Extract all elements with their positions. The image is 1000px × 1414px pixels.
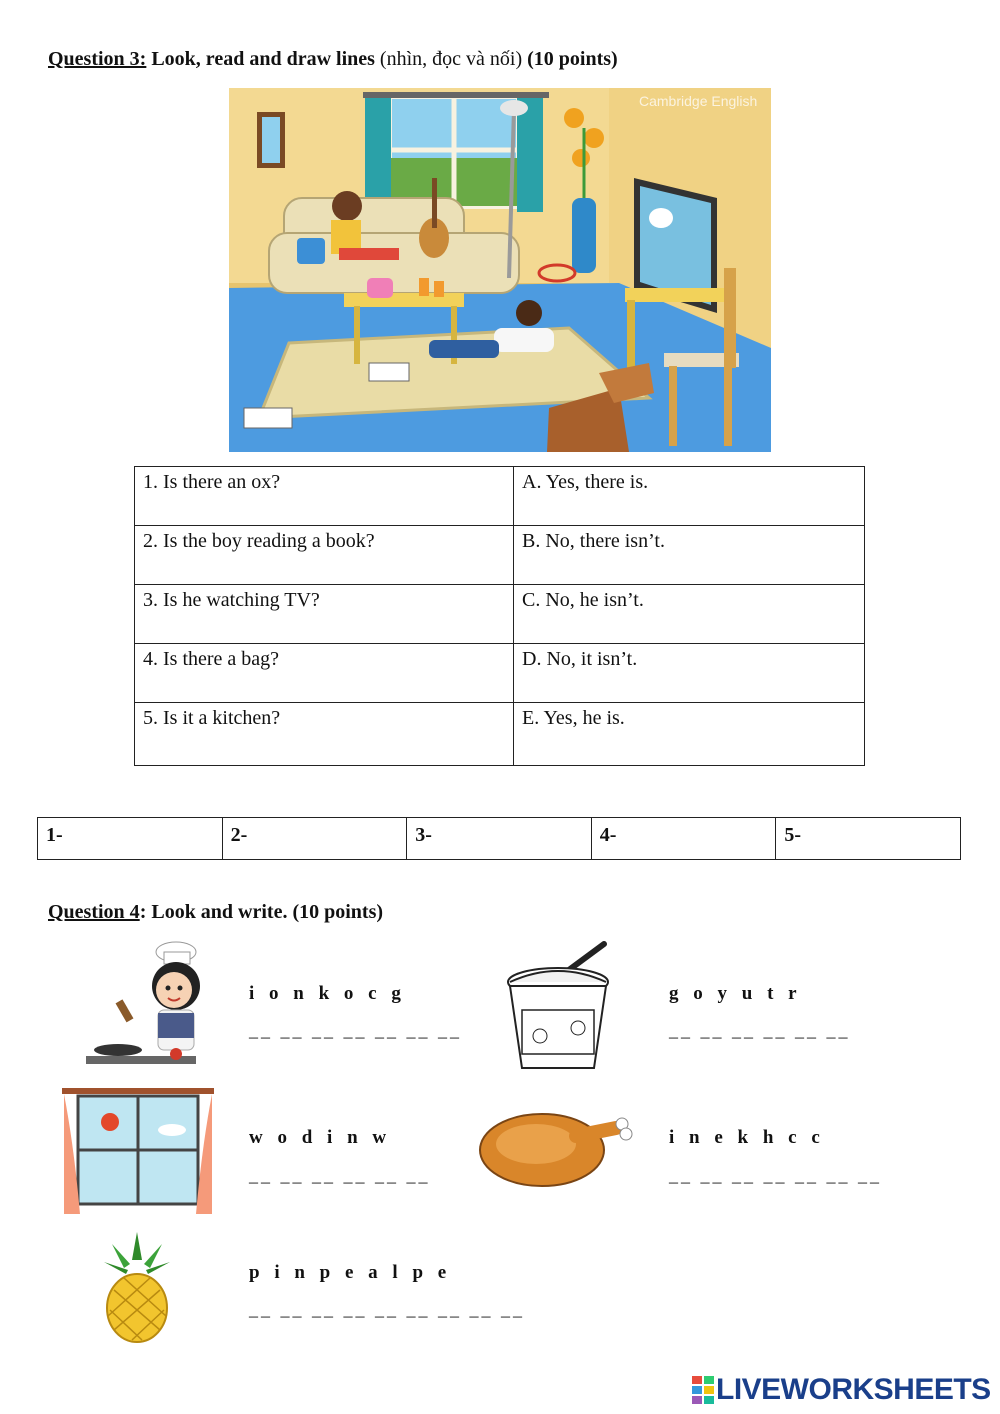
- question-3-points: (10 points): [527, 48, 618, 70]
- answer-cell-5[interactable]: 5-: [776, 818, 961, 860]
- table-row: [135, 703, 865, 766]
- question-cell: 4. Is there a bag?: [135, 644, 514, 703]
- scrambled-word-3: w o d i n w: [249, 1127, 392, 1148]
- answer-option-cell[interactable]: E. Yes, he is.: [514, 703, 865, 766]
- question-cell: 1. Is there an ox?: [135, 467, 514, 526]
- living-room-picture: [229, 88, 771, 452]
- answer-blank-1[interactable]: __ __ __ __ __ __ __: [249, 1020, 462, 1040]
- question-cell: 2. Is the boy reading a book?: [135, 526, 514, 585]
- pineapple-icon: [102, 1230, 172, 1345]
- matching-table: [134, 466, 865, 766]
- answer-cell-3[interactable]: 3-: [407, 818, 592, 860]
- table-row: [38, 818, 961, 860]
- question-cell: 3. Is he watching TV?: [135, 585, 514, 644]
- table-row: [135, 585, 865, 644]
- answer-option-cell[interactable]: A. Yes, there is.: [514, 467, 865, 526]
- question-3-instruction: Look, read and draw lines: [151, 48, 375, 70]
- question-cell: 5. Is it a kitchen?: [135, 703, 514, 766]
- answer-cell-1[interactable]: 1-: [38, 818, 223, 860]
- question-4-instruction: : Look and write. (10 points): [139, 901, 384, 923]
- answer-cell-4[interactable]: 4-: [591, 818, 776, 860]
- table-row: [135, 526, 865, 585]
- answer-table: [37, 817, 961, 860]
- living-room-illustration: [229, 88, 771, 452]
- roast-chicken-icon: [476, 1102, 636, 1192]
- question-3-title: [48, 48, 618, 71]
- liveworksheets-brand: LIVEWORKSHEETS: [716, 1373, 991, 1406]
- answer-blank-2[interactable]: __ __ __ __ __ __: [669, 1020, 851, 1040]
- scrambled-word-2: g o y u t r: [669, 983, 802, 1004]
- answer-option-cell[interactable]: D. No, it isn’t.: [514, 644, 865, 703]
- question-4-title: [48, 901, 383, 924]
- window-icon: [60, 1086, 216, 1218]
- liveworksheets-logo: [692, 1372, 992, 1408]
- answer-option-cell[interactable]: B. No, there isn’t.: [514, 526, 865, 585]
- cooking-girl-icon: [78, 938, 218, 1078]
- svg-text:Cambridge English: Cambridge English: [639, 93, 758, 109]
- answer-cell-2[interactable]: 2-: [222, 818, 407, 860]
- answer-blank-5[interactable]: __ __ __ __ __ __ __ __ __: [249, 1299, 525, 1319]
- question-3-label: Question 3:: [48, 48, 147, 70]
- yogurt-icon: [500, 940, 615, 1075]
- answer-blank-4[interactable]: __ __ __ __ __ __ __: [669, 1165, 882, 1185]
- question-4-label: Question 4: [48, 901, 140, 923]
- table-row: [135, 644, 865, 703]
- answer-option-cell[interactable]: C. No, he isn’t.: [514, 585, 865, 644]
- table-row: [135, 467, 865, 526]
- scrambled-word-4: i n e k h c c: [669, 1127, 825, 1148]
- liveworksheets-icon: [692, 1376, 716, 1404]
- answer-blank-3[interactable]: __ __ __ __ __ __: [249, 1165, 431, 1185]
- scrambled-word-5: p i n p e a l p e: [249, 1262, 452, 1283]
- question-3-vietnamese: (nhìn, đọc và nối): [379, 48, 523, 70]
- scrambled-word-1: i o n k o c g: [249, 983, 406, 1004]
